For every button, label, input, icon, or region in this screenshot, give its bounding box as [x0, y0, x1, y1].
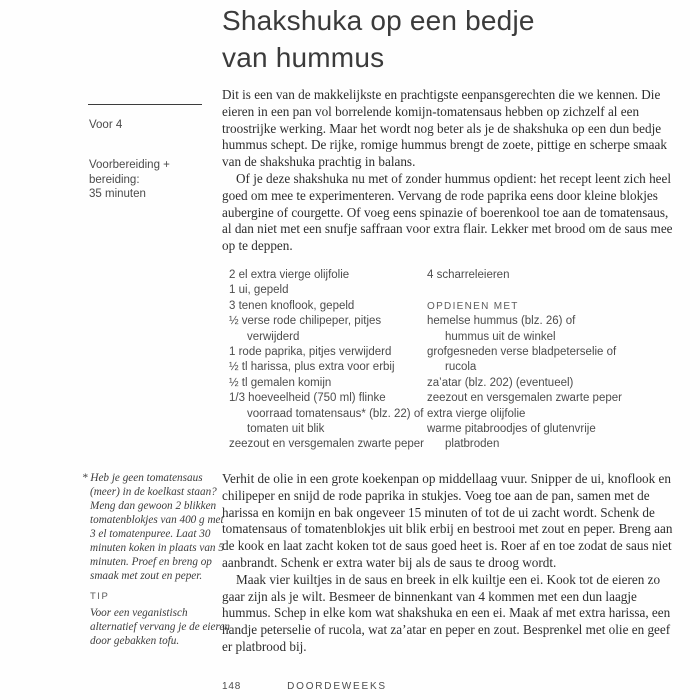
- ingredient-line: hemelse hummus (blz. 26) of: [427, 315, 576, 328]
- ingredient-line: platbroden: [445, 438, 500, 451]
- recipe-title-line: van hummus: [222, 42, 385, 73]
- footnote: [82, 471, 230, 583]
- ingredients-column-main: [229, 268, 427, 453]
- ingredient-line: 2 el extra vierge olijfolie: [229, 269, 350, 281]
- ingredients-column-serving: [427, 268, 675, 453]
- page-number: 148: [222, 681, 242, 692]
- intro-paragraph: Dit is een van de makkelijkste en prachtigste eenpansgerechten die we kennen. Die eieren in een pan vol borrelende komijn-tomatensaus hebben op zichzelf al een troostrijke werking. Maar het wordt nog beter als je de shakshuka op een dun bedje hummus schept. De rijke, romige hummus brengt de zoete, pittige en scherpe smaak van de shakshuka prachtig in balans.: [222, 87, 667, 170]
- ingredient-line: rucola: [445, 361, 477, 374]
- ingredient-line: za’atar (blz. 202) (eventueel): [427, 376, 574, 389]
- ingredient-line: ½ tl gemalen komijn: [229, 376, 332, 389]
- tip-label: TIP: [90, 591, 110, 602]
- ingredient-line: zeezout en versgemalen zwarte peper: [229, 438, 424, 451]
- ingredient-line: grofgesneden verse bladpeterselie of: [427, 346, 617, 359]
- intro-text: [222, 87, 674, 255]
- serving-section-header: OPDIENEN MET: [427, 300, 519, 312]
- method-text: [222, 471, 674, 656]
- ingredient-line: extra vierge olijfolie: [427, 407, 526, 420]
- ingredients-list: [229, 268, 675, 453]
- tip-text: Voor een veganistisch alternatief vervang je de eieren door gebakken tofu.: [90, 607, 230, 647]
- prep-time-line: 35 minuten: [89, 188, 146, 201]
- ingredient-line: ½ verse rode chilipeper, pitjes: [229, 315, 382, 328]
- method-paragraph: Verhit de olie in een grote koekenpan op middellaag vuur. Snipper de ui, knoflook en chilipeper en snijd de rode paprika in stukjes. Voeg toe aan de pan, samen met de harissa en komijn en bak ongeveer 15 minuten of tot de ui zacht wordt. Schenk de tomatensaus of tomatenblokjes uit blik erbij en bestrooi met zout en peper. Breng aan de kook en laat zacht koken tot de saus goed heet is. Roer af en toe zodat de saus niet aanbrandt. Schenk er extra water bij als de saus te droog wordt.: [222, 471, 673, 570]
- serves-label: Voor 4: [89, 119, 123, 131]
- ingredient-line: voorraad tomatensaus* (blz. 22) of: [247, 407, 424, 420]
- recipe-title-line: Shakshuka op een bedje: [222, 5, 535, 36]
- ingredient-line: tomaten uit blik: [247, 423, 325, 436]
- ingredient-line: 1 rode paprika, pitjes verwijderd: [229, 346, 392, 359]
- prep-time-block: [89, 158, 170, 202]
- ingredient-line: 1 ui, gepeld: [229, 284, 289, 297]
- ingredient-line: hummus uit de winkel: [445, 330, 556, 343]
- ingredient-line: 1/3 hoeveelheid (750 ml) flinke: [229, 392, 386, 405]
- page-footer: [222, 681, 387, 692]
- chapter-name: DOORDEWEEKS: [287, 681, 387, 692]
- ingredient-line: zeezout en versgemalen zwarte peper: [427, 392, 622, 405]
- prep-time-line: bereiding:: [89, 173, 140, 186]
- tip-block: [90, 591, 230, 648]
- ingredient-line: ½ tl harissa, plus extra voor erbij: [229, 361, 395, 374]
- recipe-title: [222, 2, 535, 76]
- ingredient-line: verwijderd: [247, 330, 300, 343]
- ingredient-line: 4 scharreleieren: [427, 269, 510, 281]
- footnote-marker: *: [82, 472, 88, 484]
- ingredient-line: warme pitabroodjes of glutenvrije: [427, 423, 596, 436]
- prep-time-line: Voorbereiding +: [89, 159, 170, 171]
- sidebar-divider-rule: [88, 104, 202, 105]
- footnote-text: Heb je geen tomatensaus (meer) in de koelkast staan? Meng dan gewoon 2 blikken tomatenblokjes van 400 g met 3 el tomatenpuree. Laat 30 minuten koken in plaats van 5 minuten. Proef en breng op smaak met zout en peper.: [90, 472, 224, 582]
- intro-paragraph: Of je deze shakshuka nu met of zonder hummus opdient: het recept leent zich heel goed om mee te experimenteren. Vervang de rode paprika eens door kleine blokjes aubergine of courgette. Of voeg eens spinazie of boerenkool toe aan de tomatensaus, al dan niet met een snufje saffraan voor extra flair. Lekker met brood om de saus mee op te deppen.: [222, 170, 673, 254]
- method-paragraph: Maak vier kuiltjes in de saus en breek in elk kuiltje een ei. Kook tot de eieren zo gaar zijn als je wilt. Besmeer de binnenkant van 4 kommen met een dun laagje hummus. Schep in elke kom wat shakshuka en een ei. Maak af met extra harissa, een handje peterselie of rucola, wat za’atar en peper en zout. Besprenkel met olie en geef er platbrood bij.: [222, 571, 671, 654]
- ingredient-line: 3 tenen knoflook, gepeld: [229, 299, 355, 312]
